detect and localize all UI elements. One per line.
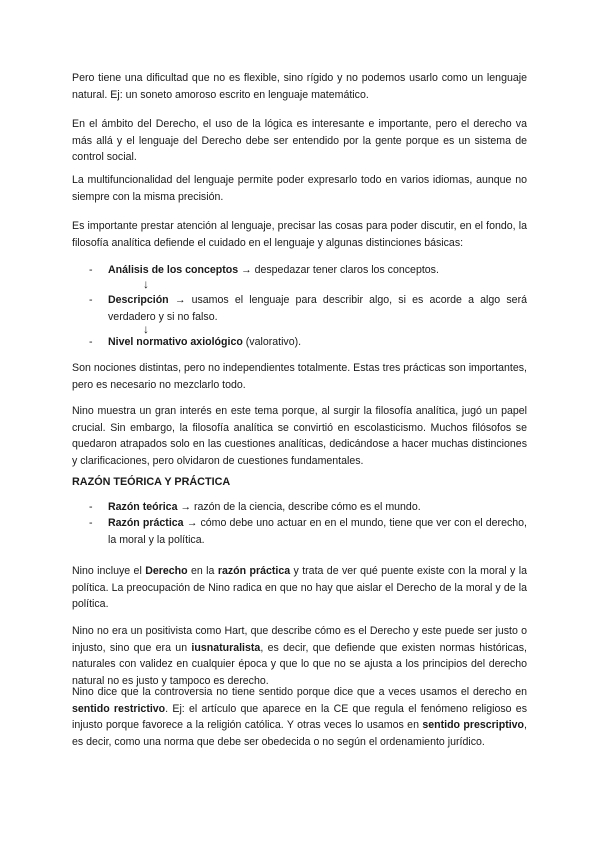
- list-dash: -: [89, 294, 93, 306]
- paragraph-9: [72, 684, 527, 750]
- list-item-text: [108, 515, 527, 548]
- bold-term: razón práctica: [217, 565, 291, 577]
- paragraph-7: [72, 563, 527, 613]
- paragraph-6: Nino muestra un gran interés en este tema porque, al surgir la filosofía analítica, jugó un papel crucial. Sin embargo, la filosofía analítica se convirtió en escolasticismo. Muchos filósofos se quedaron atrapados solo en las cuestiones analíticas, dedicándose a hacer muchas distinciones y clarificaciones, pero olvidaron de cuestiones fundamentales.: [72, 405, 527, 467]
- text-run: y trata de ver qué puente existe con la moral y la política. La preocupación de Nino radica en que no hay que aislar el Derecho de la moral y de la política.: [72, 565, 527, 610]
- bold-term: sentido restrictivo: [72, 702, 166, 715]
- list-item-desc: (valorativo).: [242, 336, 302, 348]
- text-run: Nino dice que la controversia no tiene sentido porque dice que a veces usamos el derecho en: [72, 686, 527, 698]
- list-dash: -: [89, 517, 93, 529]
- list-item-desc: → cómo debe uno actuar en en el mundo, tiene que ver con el derecho, la moral y la política.: [108, 517, 527, 546]
- paragraph-3: La multifuncionalidad del lenguaje permite poder expresarlo todo en varios idiomas, aunque no siempre con la misma precisión.: [72, 174, 527, 203]
- list-item-text: [108, 292, 527, 325]
- list-item-term: Razón práctica: [108, 517, 184, 529]
- text-run: Nino no era un positivista como Hart, que describe cómo es el Derecho y este puede ser justo o injusto, sino que era un: [72, 625, 527, 654]
- list-dash: -: [89, 501, 93, 513]
- text-run: , es decir, como una norma que debe ser obedecida o no según el ordenamiento jurídico.: [72, 719, 527, 748]
- text-run: en la: [187, 565, 218, 577]
- bold-term: sentido prescriptivo: [422, 719, 525, 731]
- list-item-term: Descripción: [108, 294, 169, 306]
- paragraph-2: En el ámbito del Derecho, el uso de la lógica es interesante e importante, pero el derecho va más allá y el lenguaje del Derecho debe ser entendido por la gente porque es un sistema de control social.: [72, 118, 527, 163]
- list-item-term: Nivel normativo axiológico: [108, 336, 243, 348]
- down-arrow-icon: ↓: [143, 322, 149, 336]
- text-run: , es decir, que defiende que existen normas históricas, naturales con validez en cualquier época y que lo que no se ajusta a los principios del derecho natural no es justo y tampoco es derecho.: [72, 641, 527, 687]
- list-item-text: [108, 262, 527, 279]
- list-dash: -: [89, 336, 93, 348]
- list-item-term: Razón teórica: [108, 501, 178, 513]
- text-run: . Ej: el artículo que aparece en la CE que regula el fenómeno religioso es injusto porque favorece a la religión católica. Y otras veces lo usamos en: [72, 702, 527, 731]
- paragraph-4: Es importante prestar atención al lenguaje, precisar las cosas para poder discutir, en el fondo, la filosofía analítica defiende el cuidado en el lenguaje y algunas distinciones básicas:: [72, 220, 527, 249]
- list-item-term: Análisis de los conceptos: [108, 264, 239, 276]
- list-item-desc: → despedazar tener claros los conceptos.: [238, 264, 439, 276]
- list-item-desc: → usamos el lenguaje para describir algo, si es acorde a algo será verdadero y si no falso.: [108, 294, 527, 323]
- section-heading: RAZÓN TEÓRICA Y PRÁCTICA: [72, 476, 231, 488]
- list-dash: -: [89, 264, 93, 276]
- paragraph-5: Son nociones distintas, pero no independientes totalmente. Estas tres prácticas son importantes, pero es necesario no mezclarlo todo.: [72, 362, 527, 391]
- list-item-text: [108, 499, 527, 516]
- bold-term: Derecho: [145, 565, 188, 577]
- paragraph-8: [72, 623, 527, 689]
- text-run: Nino incluye el: [72, 565, 146, 577]
- down-arrow-icon: ↓: [143, 277, 149, 291]
- bold-term: iusnaturalista: [191, 641, 261, 654]
- list-item-text: [108, 334, 527, 351]
- list-item-desc: → razón de la ciencia, describe cómo es el mundo.: [177, 501, 421, 513]
- paragraph-1: Pero tiene una dificultad que no es flexible, sino rígido y no podemos usarlo como un lenguaje natural. Ej: un soneto amoroso escrito en lenguaje matemático.: [72, 72, 527, 101]
